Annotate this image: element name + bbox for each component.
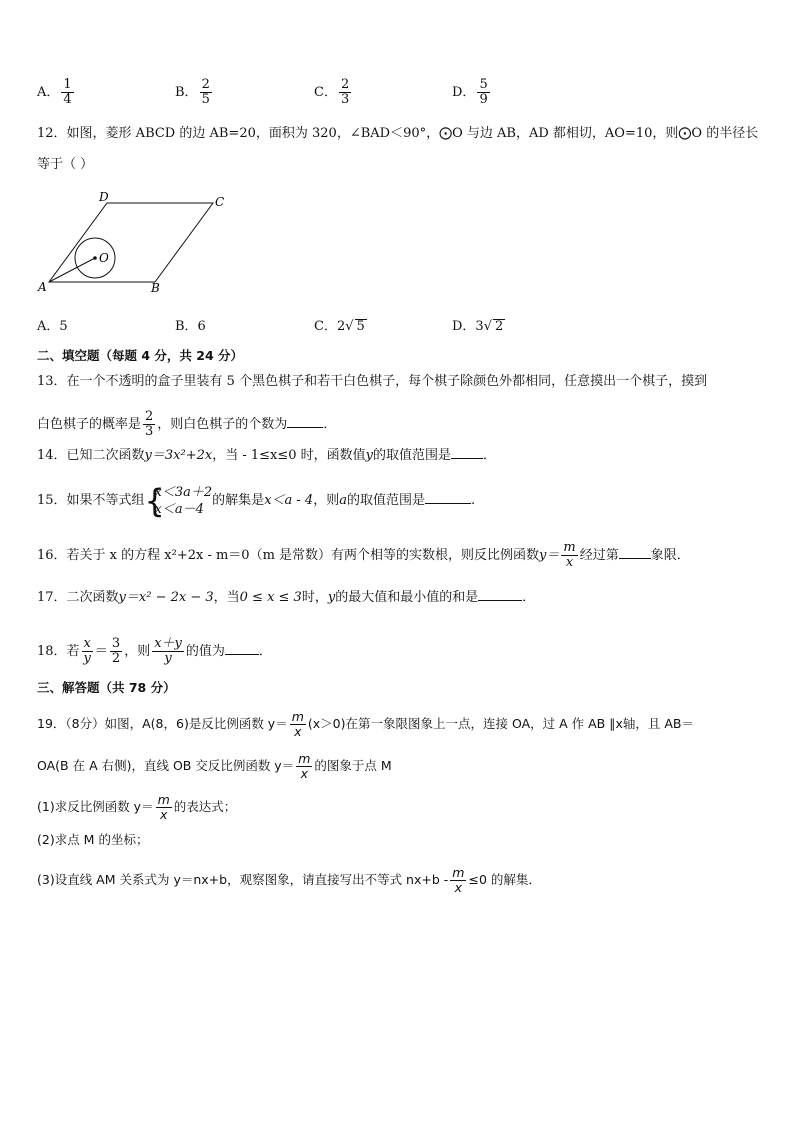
numerator: 1 bbox=[63, 77, 72, 92]
sqrt-sign: √ bbox=[483, 319, 492, 334]
q14-line bbox=[37, 446, 764, 466]
answer-blank bbox=[287, 415, 323, 428]
fraction-x-over-y bbox=[82, 637, 93, 666]
fraction bbox=[156, 793, 172, 822]
q12-option-b: B．6 bbox=[175, 319, 206, 334]
q14-var-y: y bbox=[365, 448, 374, 463]
fraction bbox=[561, 541, 577, 570]
denominator: 9 bbox=[479, 92, 488, 107]
denominator: x bbox=[454, 880, 463, 895]
denominator: y bbox=[83, 651, 91, 666]
q11-option-d bbox=[452, 78, 492, 107]
denominator: y bbox=[164, 651, 172, 666]
denominator: x bbox=[159, 807, 168, 822]
fraction bbox=[143, 410, 155, 439]
q17-range: 0 ≤ x ≤ 3 bbox=[239, 590, 302, 605]
numerator: 2 bbox=[201, 77, 210, 92]
q13-text-a: 白色棋子的概率是 bbox=[37, 417, 142, 432]
period: . bbox=[471, 493, 476, 508]
q19-text-c: OA(B 在 A 右侧)，直线 OB 交反比例函数 y＝ bbox=[37, 758, 295, 773]
inequality-row2: x＜a－4 bbox=[154, 501, 204, 517]
inequality-row1: x＜3a＋2 bbox=[154, 484, 213, 500]
q15-text-d: 的取值范围是 bbox=[346, 493, 425, 508]
q17-line bbox=[37, 588, 764, 608]
option-label: D． bbox=[452, 85, 476, 100]
q15-text-c: ，则 bbox=[313, 493, 340, 508]
q17-text-d: 的最大值和最小值的和是 bbox=[335, 590, 479, 605]
q19-sub1 bbox=[37, 793, 764, 822]
q16-line bbox=[37, 541, 764, 570]
q15-text-b: 的解集是 bbox=[212, 493, 265, 508]
q12-option-a: A．5 bbox=[37, 319, 68, 334]
q16-text-a: 16．若关于 x 的方程 x²+2x - m＝0（m 是常数）有两个相等的实数根，则反比例函数 bbox=[37, 548, 540, 563]
numerator: m bbox=[157, 792, 170, 807]
q18-text-c: 的值为 bbox=[185, 644, 225, 659]
center-o-dot bbox=[93, 256, 97, 260]
period: ． bbox=[522, 590, 536, 605]
q12-option-d bbox=[452, 315, 505, 334]
q12-option-c bbox=[314, 315, 367, 334]
denominator: 4 bbox=[63, 92, 72, 107]
q14-text-c: 的取值范围是 bbox=[373, 448, 452, 463]
sqrt-sign: √ bbox=[345, 319, 354, 334]
label-a: A bbox=[38, 280, 47, 294]
q11-option-b bbox=[175, 78, 214, 107]
option-text: D．3 bbox=[452, 319, 484, 334]
segment-ao bbox=[49, 258, 95, 282]
denominator: 3 bbox=[340, 92, 350, 107]
q19-sub3 bbox=[37, 866, 764, 895]
denominator: x bbox=[565, 555, 574, 570]
q17-function: y＝x² − 2x − 3 bbox=[118, 590, 214, 605]
option-label: B． bbox=[175, 85, 198, 100]
answer-blank bbox=[451, 446, 483, 459]
answer-blank bbox=[225, 642, 259, 655]
fraction-3-over-2 bbox=[110, 637, 122, 666]
numerator: 2 bbox=[145, 409, 154, 424]
fraction-xy-over-y bbox=[152, 637, 184, 666]
option-text: C．2 bbox=[314, 319, 346, 334]
q19-text-a: 19．（8分）如图，A(8，6)是反比例函数 y＝ bbox=[37, 716, 288, 731]
fraction bbox=[290, 710, 306, 739]
q11-option-a bbox=[37, 78, 76, 107]
label-o: O bbox=[99, 251, 109, 265]
numerator: 2 bbox=[340, 77, 350, 92]
equals-sign: ＝ bbox=[94, 644, 108, 659]
q16-text-b: 经过第 bbox=[579, 548, 619, 563]
q17-var-y: y bbox=[327, 590, 336, 605]
period: ． bbox=[323, 417, 337, 432]
radicand: 2 bbox=[495, 319, 504, 334]
q19-sub3-text-b: ≤0 的解集． bbox=[468, 872, 541, 887]
q17-text-c: 时， bbox=[301, 590, 328, 605]
label-c: C bbox=[215, 195, 225, 209]
q19-sub1-text-b: 的表达式； bbox=[173, 799, 237, 814]
q14-text-b: ，当 - 1≤x≤0 时，函数值 bbox=[212, 448, 366, 463]
answer-blank bbox=[425, 491, 471, 504]
answer-blank bbox=[619, 546, 651, 559]
label-d: D bbox=[99, 190, 109, 204]
fraction bbox=[200, 78, 212, 107]
q19-line2 bbox=[37, 752, 764, 781]
q19-sub2: (2)求点 M 的坐标； bbox=[37, 832, 149, 847]
q13-line1: 13．在一个不透明的盒子里装有 5 个黑色棋子和若干白色棋子，每个棋子除颜色外都相同，任意摸出一个棋子，摸到 bbox=[37, 374, 708, 389]
label-b: B bbox=[151, 281, 160, 295]
numerator: 3 bbox=[111, 636, 121, 651]
q14-function: y＝3x²+2x bbox=[144, 448, 213, 463]
q17-text-a: 17．二次函数 bbox=[37, 590, 119, 605]
period: ． bbox=[483, 448, 497, 463]
denominator: 3 bbox=[145, 424, 154, 439]
q18-text-a: 18．若 bbox=[37, 644, 80, 659]
q15-text-a: 15．如果不等式组 bbox=[37, 493, 145, 508]
q12-line2: 等于（ ） bbox=[37, 157, 94, 172]
q18-text-b: ，则 bbox=[124, 644, 151, 659]
q16-text-c: 象限． bbox=[650, 548, 690, 563]
denominator: 5 bbox=[201, 92, 210, 107]
numerator: m bbox=[563, 540, 576, 555]
denominator: x bbox=[300, 766, 308, 781]
q17-text-b: ，当 bbox=[213, 590, 240, 605]
numerator: x bbox=[82, 637, 93, 652]
q19-text-b: (x＞0)在第一象限图象上一点，连接 OA，过 A 作 AB ∥x轴，且 AB＝ bbox=[307, 716, 694, 731]
radicand: 5 bbox=[356, 319, 365, 334]
period: ． bbox=[258, 644, 272, 659]
fraction bbox=[450, 866, 466, 895]
q14-text-a: 14．已知二次函数 bbox=[37, 448, 145, 463]
fraction bbox=[339, 78, 351, 107]
option-label: C． bbox=[314, 85, 337, 100]
q19-text-d: 的图象于点 M bbox=[314, 758, 392, 773]
rhombus-abcd bbox=[49, 203, 213, 282]
numerator: x＋y bbox=[154, 636, 182, 651]
numerator: m bbox=[452, 865, 465, 880]
fraction bbox=[296, 752, 312, 781]
q19-sub1-text-a: (1)求反比例函数 y＝ bbox=[37, 799, 154, 814]
fraction bbox=[477, 78, 489, 107]
brace: { bbox=[144, 481, 165, 520]
section2-title: 二、填空题（每题 4 分，共 24 分） bbox=[37, 348, 244, 363]
denominator: 2 bbox=[111, 651, 121, 666]
q15-line bbox=[37, 482, 764, 520]
option-label: A． bbox=[37, 85, 60, 100]
denominator: x bbox=[294, 724, 302, 739]
q15-solution: x＜a - 4 bbox=[264, 493, 314, 508]
section3-title: 三、解答题（共 78 分） bbox=[37, 680, 176, 695]
inequality-system bbox=[144, 481, 213, 520]
numerator: 5 bbox=[479, 77, 488, 92]
answer-blank bbox=[478, 588, 522, 601]
q19-line1 bbox=[37, 710, 764, 739]
q16-var-y: y＝ bbox=[539, 548, 560, 563]
numerator: m bbox=[291, 709, 304, 724]
q15-var-a: a bbox=[339, 493, 347, 508]
q11-option-c bbox=[314, 78, 353, 107]
rhombus-figure bbox=[35, 188, 235, 296]
numerator: m bbox=[298, 751, 311, 766]
fraction bbox=[61, 78, 73, 107]
q12-line1: 12．如图，菱形 ABCD 的边 AB=20，面积为 320，∠BAD＜90°，⨀O 与边 AB，AD 都相切，AO=10，则⨀O 的半径长 bbox=[37, 126, 759, 141]
q19-sub3-text-a: (3)设直线 AM 关系式为 y＝nx+b，观察图象，请直接写出不等式 nx+b - bbox=[37, 872, 449, 887]
q13-text-b: ，则白色棋子的个数为 bbox=[157, 417, 288, 432]
q13-line2 bbox=[37, 410, 764, 439]
q18-line bbox=[37, 637, 764, 666]
